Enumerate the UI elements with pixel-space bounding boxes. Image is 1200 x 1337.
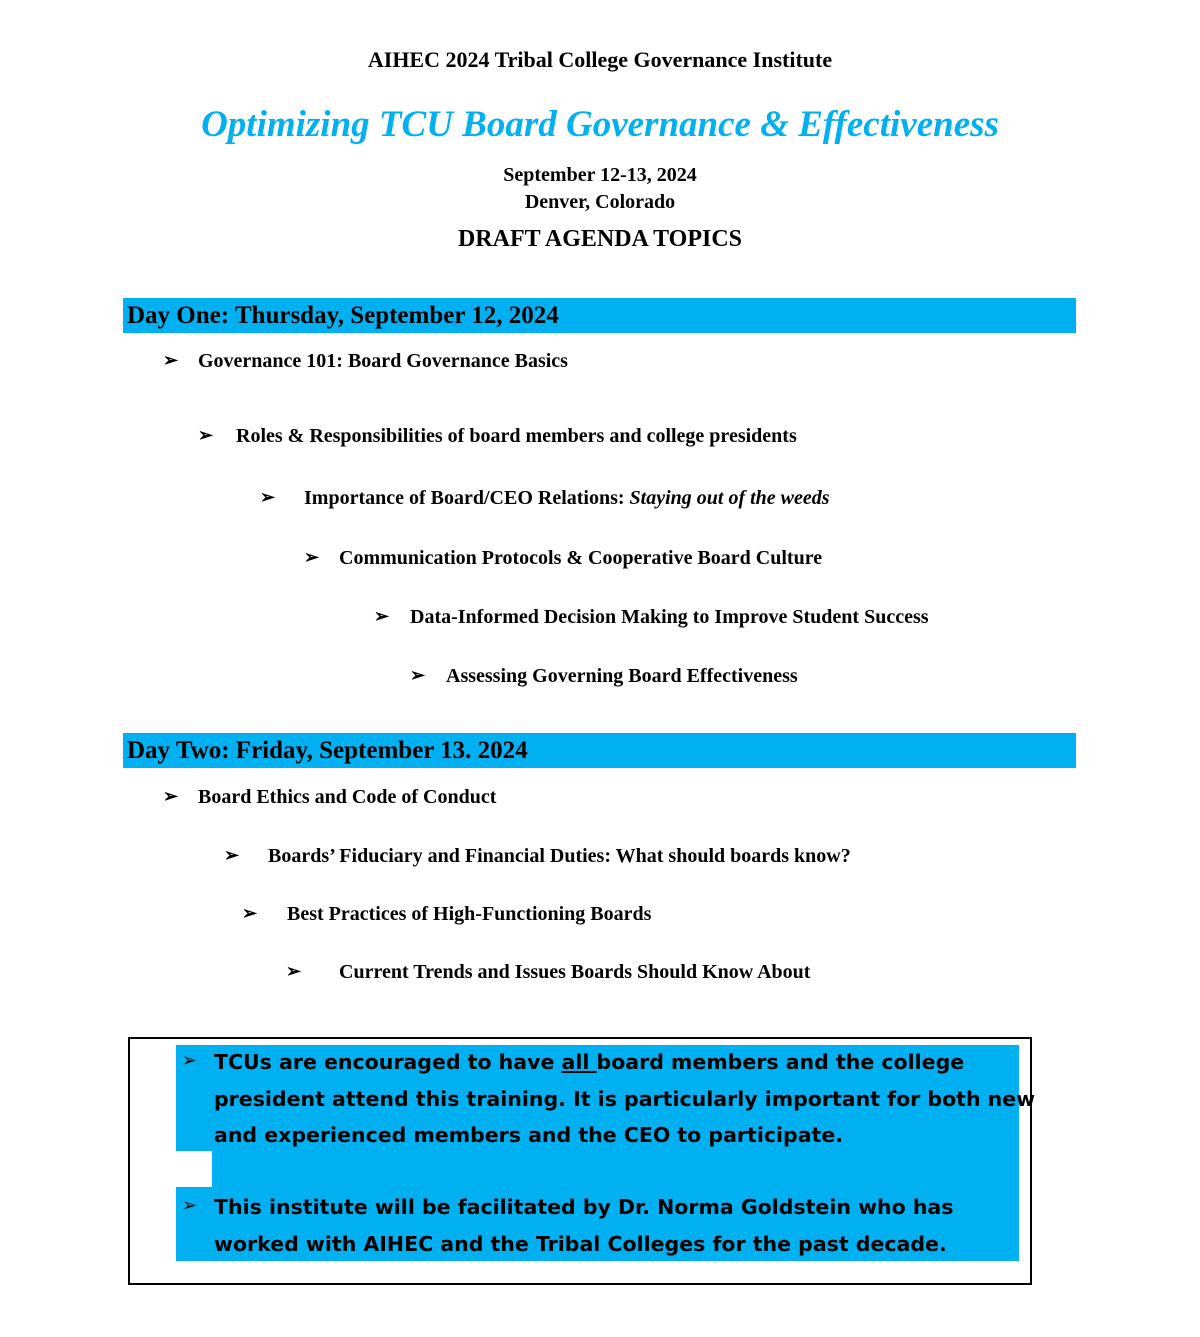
arrowhead-bullet-icon: ➢: [260, 487, 276, 507]
note-2-line: worked with AIHEC and the Tribal Colleges for the past decade.: [214, 1231, 947, 1256]
arrowhead-bullet-icon: ➢: [286, 961, 302, 981]
arrowhead-bullet-icon: ➢: [198, 425, 214, 445]
event-location: Denver, Colorado: [524, 191, 676, 213]
note-2: [214, 1189, 953, 1262]
note-2-line: This institute will be facilitated by Dr. Norma Goldstein who has: [214, 1195, 954, 1219]
agenda-item: Communication Protocols & Cooperative Board Culture: [339, 547, 823, 569]
agenda-item: Roles & Responsibilities of board members and college presidents: [236, 425, 797, 447]
institute-title: AIHEC 2024 Tribal College Governance Institute: [367, 47, 833, 72]
arrowhead-bullet-icon: ➢: [182, 1195, 198, 1216]
arrowhead-bullet-icon: ➢: [182, 1050, 198, 1071]
agenda-heading: DRAFT AGENDA TOPICS: [457, 226, 743, 252]
arrowhead-bullet-icon: ➢: [224, 845, 240, 865]
agenda-item-text: Importance of Board/CEO Relations:: [304, 487, 630, 509]
note-1-text: board members and the college: [596, 1050, 965, 1074]
note-1: [214, 1044, 1035, 1154]
event-dates-block: [0, 162, 1200, 216]
note-1-emphasis: all: [561, 1050, 597, 1074]
agenda-item: Board Ethics and Code of Conduct: [198, 786, 497, 808]
agenda-item: Current Trends and Issues Boards Should Know About: [339, 961, 811, 983]
agenda-item: Boards’ Fiduciary and Financial Duties: What should boards know?: [268, 845, 851, 867]
note-1-line: president attend this training. It is particularly important for both new: [214, 1086, 1036, 1111]
arrowhead-bullet-icon: ➢: [163, 786, 179, 806]
agenda-item: Assessing Governing Board Effectiveness: [446, 665, 798, 687]
arrowhead-bullet-icon: ➢: [304, 547, 320, 567]
note-highlight: [176, 1151, 1019, 1187]
event-dates: September 12-13, 2024: [503, 164, 697, 186]
note-1-line: [214, 1044, 1035, 1081]
day-one-header: Day One: Thursday, September 12, 2024: [123, 298, 1076, 333]
agenda-item: Governance 101: Board Governance Basics: [198, 350, 568, 372]
note-1-line: and experienced members and the CEO to participate.: [214, 1123, 844, 1147]
note-1-text: TCUs are encouraged to have: [214, 1050, 562, 1074]
agenda-item: [304, 487, 830, 510]
arrowhead-bullet-icon: ➢: [410, 665, 426, 685]
arrowhead-bullet-icon: ➢: [374, 606, 390, 626]
day-two-header: Day Two: Friday, September 13. 2024: [123, 733, 1076, 768]
agenda-item: Best Practices of High-Functioning Boards: [287, 903, 652, 925]
arrowhead-bullet-icon: ➢: [163, 350, 179, 370]
page-title: Optimizing TCU Board Governance & Effectiveness: [201, 104, 999, 145]
arrowhead-bullet-icon: ➢: [242, 903, 258, 923]
agenda-item: Data-Informed Decision Making to Improve Student Success: [410, 606, 929, 628]
agenda-item-emphasis: Staying out of the weeds: [629, 487, 830, 509]
